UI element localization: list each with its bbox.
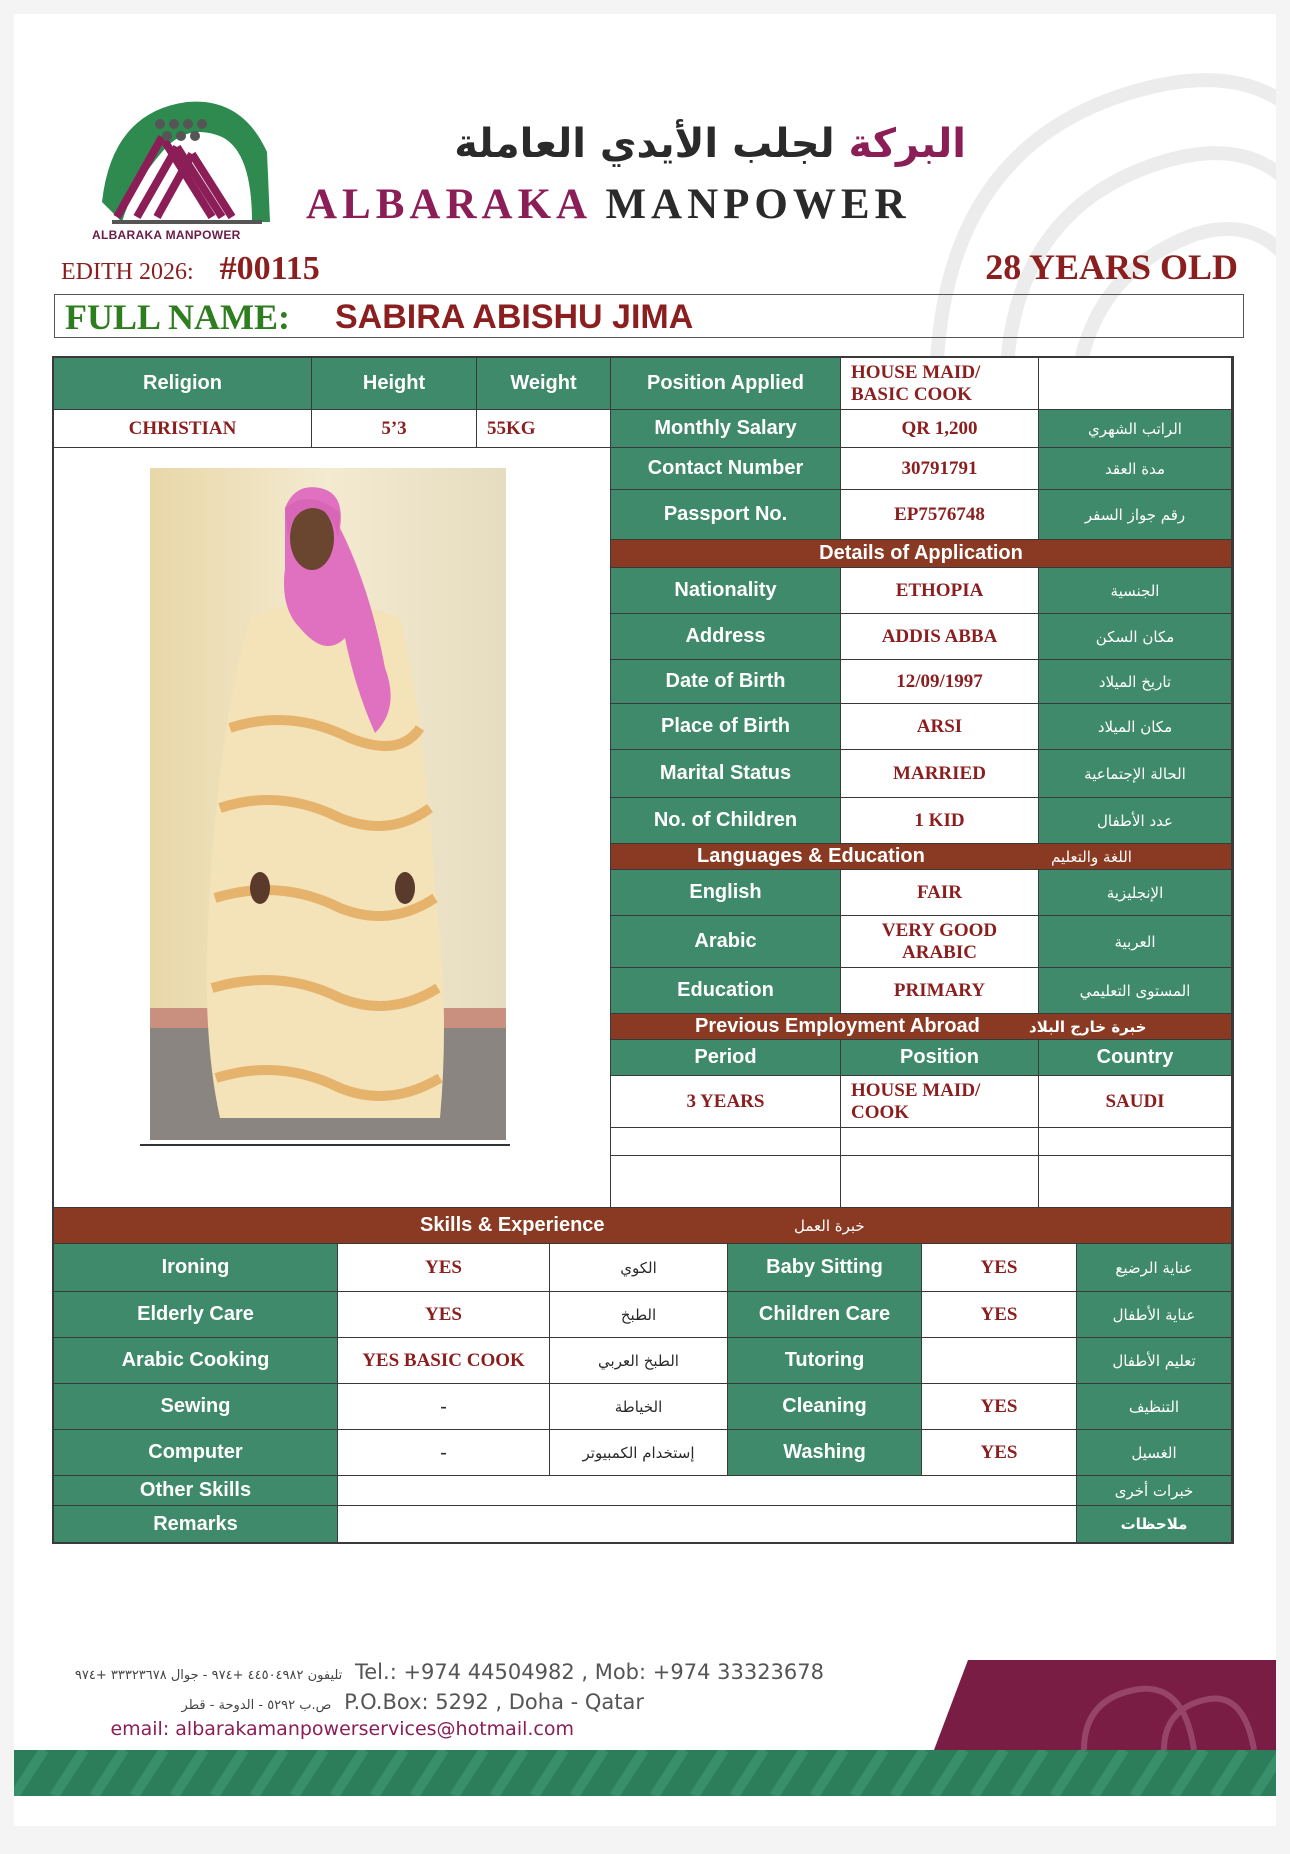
ironing-label: Ironing [54, 1244, 338, 1292]
washing-ar: الغسيل [1077, 1430, 1232, 1476]
footer-email: email: albarakamanpowerservices@hotmail.com [110, 1718, 574, 1740]
religion-value: CHRISTIAN [54, 410, 312, 448]
cleaning-value: YES [922, 1384, 1077, 1430]
education-ar: المستوى التعليمي [1039, 968, 1232, 1014]
logo-caption: ALBARAKA MANPOWER [92, 228, 241, 242]
candidate-photo-icon [150, 468, 506, 1140]
cleaning-label: Cleaning [728, 1384, 922, 1430]
albaraka-logo-icon [92, 92, 282, 242]
weight-value: 55KG [477, 410, 611, 448]
cv-table [52, 356, 1234, 1544]
place-of-birth-ar: مكان الميلاد [1039, 704, 1232, 750]
monthly-salary-ar: الراتب الشهري [1039, 410, 1232, 448]
place-of-birth-value: ARSI [841, 704, 1039, 750]
employment-empty-cell [841, 1156, 1039, 1208]
position-applied-label: Position Applied [611, 358, 841, 410]
washing-value: YES [922, 1430, 1077, 1476]
arabic-value-line1: VERY GOOD [881, 919, 998, 941]
computer-ar: إستخدام الكمبيوتر [550, 1430, 728, 1476]
computer-label: Computer [54, 1430, 338, 1476]
arabic-cooking-label: Arabic Cooking [54, 1338, 338, 1384]
other-skills-label: Other Skills [54, 1476, 338, 1506]
address-label: Address [611, 614, 841, 660]
contact-number-value: 30791791 [841, 448, 1039, 490]
application-header: Details of Application [611, 540, 1232, 568]
company-name-arabic-part1: البركة [848, 121, 966, 167]
employment-header-ar: خبرة خارج البلاد [1029, 1017, 1147, 1036]
children-ar: عدد الأطفال [1039, 798, 1232, 844]
employment-header-en: Previous Employment Abroad [695, 1015, 980, 1037]
company-name-english [306, 180, 911, 229]
height-value: 5’3 [312, 410, 477, 448]
full-name-box [54, 294, 1244, 338]
edition-line [61, 250, 320, 288]
photo-area [54, 448, 611, 1208]
remarks-ar: ملاحظات [1077, 1506, 1232, 1542]
dob-ar: تاريخ الميلاد [1039, 660, 1232, 704]
height-label: Height [312, 358, 477, 410]
contact-number-label: Contact Number [611, 448, 841, 490]
arabic-label: Arabic [611, 916, 841, 968]
cv-code: #00115 [219, 250, 320, 287]
elderly-care-label: Elderly Care [54, 1292, 338, 1338]
ironing-ar: الكوي [550, 1244, 728, 1292]
arabic-cooking-ar: الطبخ العربي [550, 1338, 728, 1384]
employment-empty-row [611, 1128, 841, 1156]
position-label: Position [841, 1040, 1039, 1076]
age: 28 YEARS OLD [985, 247, 1238, 287]
languages-header [611, 844, 1232, 870]
company-name-english-part2: MANPOWER [605, 181, 911, 228]
dob-value: 12/09/1997 [841, 660, 1039, 704]
elderly-care-value: YES [338, 1292, 550, 1338]
footer-maroon-band [934, 1660, 1276, 1750]
position-applied-blank [1039, 358, 1232, 410]
skills-header-ar: خبرة العمل [794, 1216, 865, 1235]
skills-header [54, 1208, 1232, 1244]
remarks-value [338, 1506, 1077, 1542]
employment-empty-row [611, 1156, 841, 1208]
monthly-salary-label: Monthly Salary [611, 410, 841, 448]
arabic-value-line2: ARABIC [902, 941, 977, 963]
cv-page [14, 14, 1276, 1826]
country-value: SAUDI [1039, 1076, 1232, 1128]
footer-address-ar: ص.ب ٥٢٩٢ - الدوحة - قطر [181, 1698, 332, 1713]
other-skills-ar: خبرات أخرى [1077, 1476, 1232, 1506]
cleaning-ar: التنظيف [1077, 1384, 1232, 1430]
english-label: English [611, 870, 841, 916]
position-value-line2: COOK [851, 1101, 910, 1123]
employment-header [611, 1014, 1232, 1040]
footer-green-band [14, 1750, 1276, 1796]
full-name-value: SABIRA ABISHU JIMA [335, 298, 694, 336]
weight-label: Weight [477, 358, 611, 410]
footer-contact [74, 1660, 974, 1750]
employment-empty-cell [1039, 1156, 1232, 1208]
passport-ar: رقم جواز السفر [1039, 490, 1232, 540]
marital-status-value: MARRIED [841, 750, 1039, 798]
arabic-cooking-value: YES BASIC COOK [338, 1338, 550, 1384]
position-value [841, 1076, 1039, 1128]
footer-phone: Tel.: +974 44504982 , Mob: +974 33323678 [355, 1660, 824, 1684]
arabic-value [841, 916, 1039, 968]
languages-header-ar: اللغة والتعليم [1051, 847, 1132, 866]
languages-header-en: Languages & Education [697, 845, 925, 867]
children-care-label: Children Care [728, 1292, 922, 1338]
footer-pobox: P.O.Box: 5292 , Doha - Qatar [344, 1690, 644, 1714]
nationality-value: ETHOPIA [841, 568, 1039, 614]
education-label: Education [611, 968, 841, 1014]
marital-status-ar: الحالة الإجتماعية [1039, 750, 1232, 798]
skills-header-en: Skills & Experience [420, 1214, 605, 1236]
children-care-ar: عناية الأطفال [1077, 1292, 1232, 1338]
children-value: 1 KID [841, 798, 1039, 844]
remarks-label: Remarks [54, 1506, 338, 1542]
position-applied-value [841, 358, 1039, 410]
tutoring-label: Tutoring [728, 1338, 922, 1384]
company-name-english-part1: ALBARAKA [306, 181, 590, 228]
tutoring-ar: تعليم الأطفال [1077, 1338, 1232, 1384]
footer-phone-ar: تليفون ٤٤٥٠٤٩٨٢ +٩٧٤ - جوال ٣٣٣٢٣٦٧٨ +٩٧٤ [74, 1668, 343, 1683]
position-applied-line2: BASIC COOK [851, 383, 972, 405]
nationality-ar: الجنسية [1039, 568, 1232, 614]
passport-value: EP7576748 [841, 490, 1039, 540]
decorative-arches [896, 34, 1276, 394]
children-label: No. of Children [611, 798, 841, 844]
baby-sitting-label: Baby Sitting [728, 1244, 922, 1292]
baby-sitting-ar: عناية الرضيع [1077, 1244, 1232, 1292]
address-value: ADDIS ABBA [841, 614, 1039, 660]
ironing-value: YES [338, 1244, 550, 1292]
education-value: PRIMARY [841, 968, 1039, 1014]
period-value: 3 YEARS [611, 1076, 841, 1128]
contact-number-ar: مدة العقد [1039, 448, 1232, 490]
sewing-value: - [338, 1384, 550, 1430]
other-skills-value [338, 1476, 1077, 1506]
company-name-arabic [306, 118, 966, 170]
dob-label: Date of Birth [611, 660, 841, 704]
sewing-ar: الخياطة [550, 1384, 728, 1430]
baby-sitting-value: YES [922, 1244, 1077, 1292]
passport-label: Passport No. [611, 490, 841, 540]
company-name-arabic-part2: لجلب الأيدي العاملة [454, 121, 835, 167]
marital-status-label: Marital Status [611, 750, 841, 798]
photo-underline [140, 1144, 510, 1146]
footer-phone-line [75, 1660, 824, 1684]
position-applied-line1: HOUSE MAID/ [851, 361, 981, 383]
computer-value: - [338, 1430, 550, 1476]
english-value: FAIR [841, 870, 1039, 916]
place-of-birth-label: Place of Birth [611, 704, 841, 750]
period-label: Period [611, 1040, 841, 1076]
tutoring-value [922, 1338, 1077, 1384]
nationality-label: Nationality [611, 568, 841, 614]
employment-empty-cell [841, 1128, 1039, 1156]
employment-empty-cell [1039, 1128, 1232, 1156]
arabic-ar: العربية [1039, 916, 1232, 968]
footer-address-line [182, 1690, 644, 1714]
position-value-line1: HOUSE MAID/ [851, 1079, 981, 1101]
edition-label: EDITH 2026: [61, 259, 194, 285]
sewing-label: Sewing [54, 1384, 338, 1430]
country-label: Country [1039, 1040, 1232, 1076]
elderly-care-ar: الطبخ [550, 1292, 728, 1338]
children-care-value: YES [922, 1292, 1077, 1338]
monthly-salary-value: QR 1,200 [841, 410, 1039, 448]
full-name-label: FULL NAME: [65, 297, 290, 337]
washing-label: Washing [728, 1430, 922, 1476]
religion-label: Religion [54, 358, 312, 410]
address-ar: مكان السكن [1039, 614, 1232, 660]
english-ar: الإنجليزية [1039, 870, 1232, 916]
